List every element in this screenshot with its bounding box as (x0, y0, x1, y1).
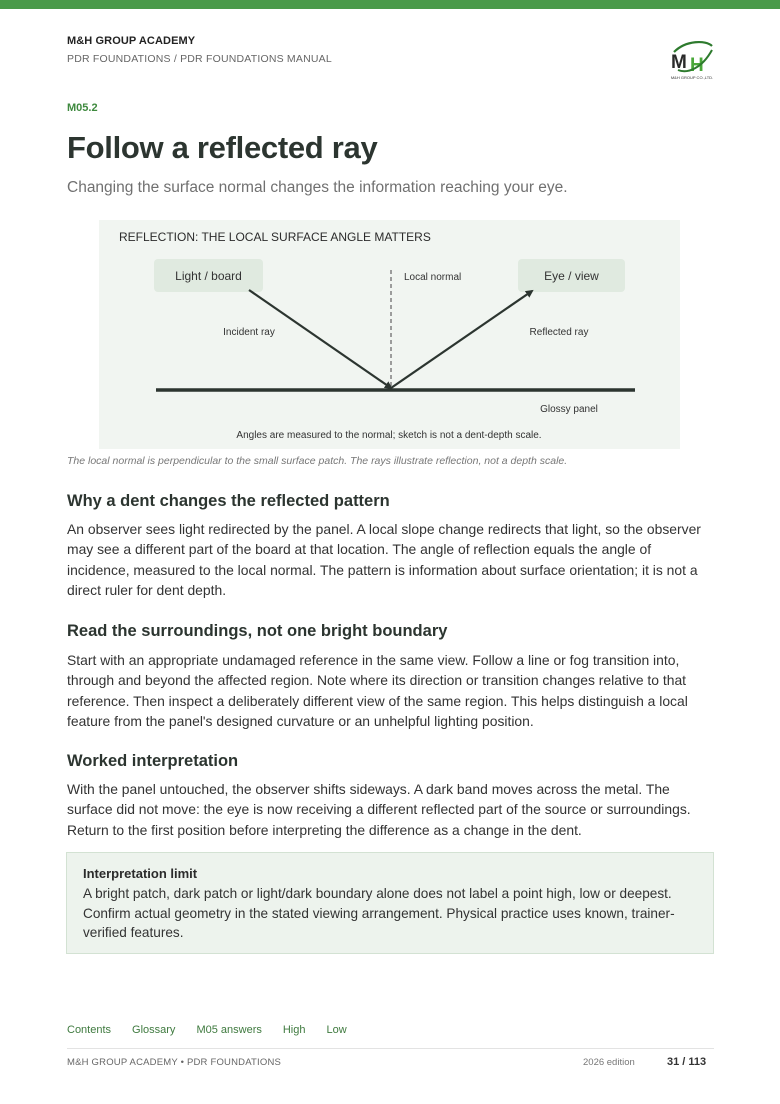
section-heading-worked: Worked interpretation (67, 752, 239, 770)
page-subtitle: Changing the surface normal changes the information reaching your eye. (67, 179, 568, 196)
nav-link-m05-answers[interactable]: M05 answers (196, 1024, 262, 1036)
reflected-ray-label: Reflected ray (529, 327, 589, 338)
interpretation-callout (66, 852, 714, 954)
nav-link-glossary[interactable]: Glossary (132, 1024, 176, 1036)
footer-nav (67, 1024, 368, 1036)
section-body-surroundings: Start with an appropriate undamaged reference in the same view. Follow a line or fog transition into, through and beyond the affected region. Note where its direction or transition changes relative to that reference. Then inspect a deliberately different view of the same region. This helps distinguish a local feature from the panel's designed curvature or an unhelpful lighting position. (67, 652, 688, 730)
page-number: 31 / 113 (667, 1056, 707, 1068)
nav-link-high[interactable]: High (282, 1024, 306, 1036)
callout-body: A bright patch, dark patch or light/dark boundary alone does not label a point high, low or deepest. Confirm actual geometry in the stated viewing arrangement. Physical practice uses known, trainer-verified features. (83, 886, 675, 940)
svg-text:H: H (690, 55, 704, 76)
incident-ray-label: Incident ray (223, 327, 275, 338)
footer-org: M&H GROUP ACADEMY • PDR FOUNDATIONS (67, 1057, 282, 1068)
logo-text: M&H GROUP CO.,LTD. (670, 75, 714, 80)
light-board-label: Light / board (175, 269, 242, 283)
figure-caption: The local normal is perpendicular to the small surface patch. The rays illustrate reflection, not a depth scale. (67, 455, 568, 467)
callout-title: Interpretation limit (83, 866, 198, 881)
company-logo (668, 38, 716, 82)
footer-divider (67, 1048, 714, 1049)
reflection-diagram (99, 220, 680, 449)
footer-edition: 2026 edition (583, 1057, 635, 1068)
eye-view-label: Eye / view (544, 269, 599, 283)
breadcrumb: PDR FOUNDATIONS / PDR FOUNDATIONS MANUAL (67, 53, 332, 65)
page-title: Follow a reflected ray (67, 130, 378, 165)
top-accent-bar (0, 0, 780, 9)
incident-ray (249, 290, 391, 388)
svg-text:M: M (671, 52, 687, 73)
nav-link-low[interactable]: Low (326, 1024, 347, 1036)
local-normal-label: Local normal (404, 272, 462, 283)
section-code: M05.2 (67, 102, 98, 114)
section-heading-surroundings: Read the surroundings, not one bright boundary (67, 622, 448, 640)
section-heading-dent: Why a dent changes the reflected pattern (67, 492, 390, 510)
diagram-note: Angles are measured to the normal; sketch is not a dent-depth scale. (236, 430, 542, 441)
section-body-worked: With the panel untouched, the observer shifts sideways. A dark band moves across the metal. The surface did not move: the eye is now receiving a different reflected part of the source or surroundings. Return to the first position before interpreting the difference as a change in the dent. (67, 781, 691, 838)
org-name: M&H GROUP ACADEMY (67, 35, 196, 47)
section-body-dent: An observer sees light redirected by the panel. A local slope change redirects that light, so the observer may see a different part of the board at that location. The angle of reflection equals the angle of incidence, measured to the local normal. The pattern is information about surface orientation; it is not a direct ruler for dent depth. (67, 521, 701, 599)
reflected-ray (391, 291, 532, 388)
diagram-heading: REFLECTION: THE LOCAL SURFACE ANGLE MATTERS (119, 230, 431, 244)
glossy-panel-label: Glossy panel (540, 404, 598, 415)
nav-link-contents[interactable]: Contents (67, 1024, 112, 1036)
